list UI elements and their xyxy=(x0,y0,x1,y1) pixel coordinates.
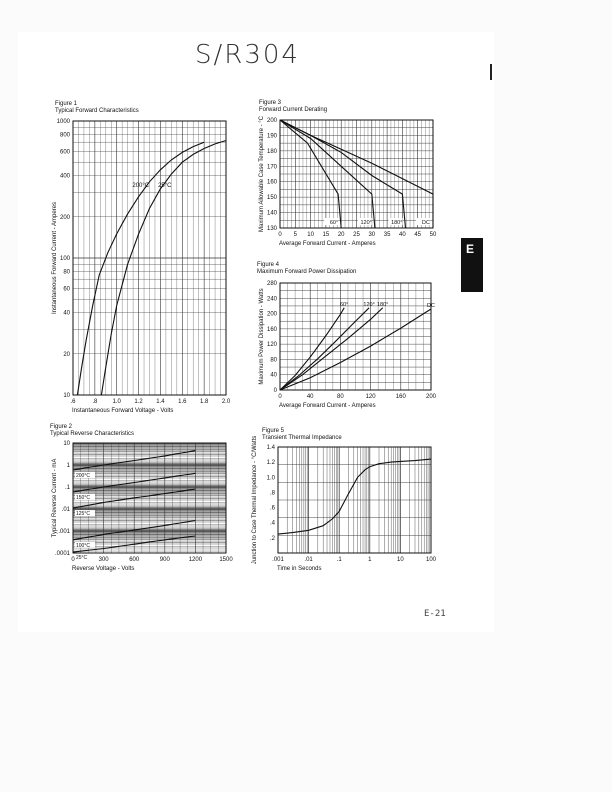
y-tick-label: .01 xyxy=(61,507,70,513)
y-tick-label: 240 xyxy=(266,296,277,303)
x-tick-label: .6 xyxy=(70,399,76,405)
y-tick-label: 200 xyxy=(266,118,277,124)
y-tick-label: 60 xyxy=(63,286,70,293)
series-label: 25°C xyxy=(76,555,88,562)
x-tick-label: 30 xyxy=(368,232,376,238)
y-tick-label: 1.2 xyxy=(266,460,275,467)
series-line xyxy=(278,459,431,534)
x-tick-label: 10 xyxy=(307,232,314,238)
annotation-label: 200°C xyxy=(132,182,150,189)
y-tick-label: 20 xyxy=(63,351,70,358)
y-tick-label: 1.0 xyxy=(266,475,275,482)
x-tick-label: 300 xyxy=(98,557,109,563)
series-label: 200°C xyxy=(76,472,90,479)
y-tick-label: 160 xyxy=(266,179,277,186)
y-tick-label: 100 xyxy=(59,256,70,262)
y-tick-label: 140 xyxy=(266,210,277,217)
y-tick-label: 200 xyxy=(266,311,277,318)
y-tick-label: 800 xyxy=(59,132,70,139)
y-tick-label: 120 xyxy=(266,342,277,349)
annotation-label: 25°C xyxy=(158,182,172,189)
x-tick-label: 15 xyxy=(322,232,330,238)
figure-3-title: Forward Current Derating xyxy=(259,106,328,113)
x-tick-label: 5 xyxy=(293,232,297,238)
series-label: 120° xyxy=(360,220,372,226)
page-number: E-21 xyxy=(424,609,446,619)
figure-4-number: Figure 4 xyxy=(257,262,280,268)
x-tick-label: 0 xyxy=(278,232,282,238)
x-tick-label: .01 xyxy=(304,557,313,563)
x-tick-label: 0 xyxy=(71,557,75,563)
y-axis-label: Typical Reverse Current - mA xyxy=(52,458,58,538)
x-tick-label: 40 xyxy=(399,232,406,238)
x-tick-label: 45 xyxy=(414,232,422,238)
x-tick-label: 200 xyxy=(425,394,437,400)
figure-2-title: Typical Reverse Characteristics xyxy=(50,430,135,437)
y-tick-label: 600 xyxy=(59,149,70,156)
figure-1-title: Typical Forward Characteristics xyxy=(55,107,139,114)
series-label: 100°C xyxy=(76,542,90,549)
x-tick-label: 35 xyxy=(383,232,391,238)
x-axis-label: Reverse Voltage - Volts xyxy=(72,566,135,572)
y-tick-label: 170 xyxy=(266,164,277,171)
x-axis-label: Time in Seconds xyxy=(277,566,322,572)
x-axis-label: Average Forward Current - Amperes xyxy=(279,403,376,409)
x-tick-label: 600 xyxy=(129,557,140,563)
y-tick-label: 1 xyxy=(66,463,70,469)
figure-2-number: Figure 2 xyxy=(50,424,73,430)
y-axis-label: Instantaneous Forward Current - Amperes xyxy=(52,201,58,315)
series-label: 150°C xyxy=(76,494,90,501)
x-tick-label: 20 xyxy=(337,232,345,238)
x-tick-label: 120 xyxy=(365,394,376,400)
series-label: 125°C xyxy=(76,511,90,518)
y-tick-label: .8 xyxy=(269,490,275,497)
series-label: 120° xyxy=(363,301,375,308)
x-tick-label: 1.2 xyxy=(134,399,143,405)
y-tick-label: .001 xyxy=(58,529,70,535)
y-tick-label: 1000 xyxy=(56,119,70,125)
figure-4-title: Maximum Forward Power Dissipation xyxy=(257,268,357,275)
y-tick-label: 190 xyxy=(266,133,277,140)
y-axis-label: Junction to Case Thermal Impedance - °C/Watts xyxy=(252,435,258,565)
figure-1-number: Figure 1 xyxy=(55,101,78,107)
x-tick-label: 50 xyxy=(429,232,437,238)
y-tick-label: 10 xyxy=(63,393,70,399)
x-tick-label: 1.6 xyxy=(178,399,187,405)
section-tab-letter: E xyxy=(466,242,475,256)
x-tick-label: 1.4 xyxy=(156,399,165,405)
x-tick-label: 1200 xyxy=(188,557,203,563)
x-tick-label: 80 xyxy=(337,394,344,400)
y-tick-label: 180 xyxy=(266,148,277,155)
y-tick-label: 0 xyxy=(273,388,277,394)
y-tick-label: 150 xyxy=(266,195,277,202)
y-axis-label: Maximum Power Dissipation - Watts xyxy=(259,288,265,385)
x-tick-label: .1 xyxy=(336,557,342,563)
figure-5-title: Transient Thermal Impedance xyxy=(262,434,342,441)
figure-3-number: Figure 3 xyxy=(259,100,282,106)
series-label: DC xyxy=(427,302,435,309)
x-tick-label: 1500 xyxy=(219,557,233,563)
series-label: 60° xyxy=(329,220,339,226)
x-tick-label: .8 xyxy=(92,399,98,405)
y-axis-label: Maximum Allowable Case Temperature - °C xyxy=(259,116,265,232)
x-tick-label: 1.8 xyxy=(199,399,209,405)
x-tick-label: 2.0 xyxy=(221,399,231,405)
x-tick-label: 25 xyxy=(353,232,360,238)
x-axis-label: Average Forward Current - Amperes xyxy=(279,241,376,247)
x-tick-label: 40 xyxy=(306,394,314,400)
x-tick-label: 160 xyxy=(395,394,406,400)
figure-5-number: Figure 5 xyxy=(262,428,285,434)
x-tick-label: 100 xyxy=(425,557,437,563)
y-tick-label: 200 xyxy=(59,214,70,221)
y-tick-label: 400 xyxy=(59,173,70,180)
y-tick-label: .1 xyxy=(64,485,70,491)
x-tick-label: .001 xyxy=(272,557,284,563)
x-tick-label: 0 xyxy=(278,394,282,400)
page-title: S/R304 xyxy=(195,40,300,70)
x-axis-label: Instantaneous Forward Voltage - Volts xyxy=(72,408,174,414)
y-tick-label: 10 xyxy=(63,441,70,447)
series-label: 180° xyxy=(376,301,389,308)
y-tick-label: 40 xyxy=(270,372,277,379)
x-tick-label: 900 xyxy=(159,557,170,563)
x-tick-label: 10 xyxy=(397,557,404,563)
y-tick-label: 130 xyxy=(266,226,277,232)
series-label: 180° xyxy=(391,220,403,226)
y-tick-label: .6 xyxy=(269,505,275,512)
y-tick-label: 80 xyxy=(63,269,70,276)
y-tick-label: 80 xyxy=(270,357,277,364)
y-tick-label: 40 xyxy=(63,310,70,317)
series-label: 60° xyxy=(340,301,349,308)
y-tick-label: .2 xyxy=(269,535,275,542)
y-tick-label: 1.4 xyxy=(266,445,275,451)
x-tick-label: 1.0 xyxy=(112,399,121,405)
x-tick-label: 1 xyxy=(368,557,372,563)
y-tick-label: 160 xyxy=(266,326,277,333)
series-label: DC xyxy=(422,220,430,226)
y-tick-label: .4 xyxy=(269,520,275,527)
y-tick-label: .0001 xyxy=(54,551,70,557)
y-tick-label: 280 xyxy=(266,281,277,287)
